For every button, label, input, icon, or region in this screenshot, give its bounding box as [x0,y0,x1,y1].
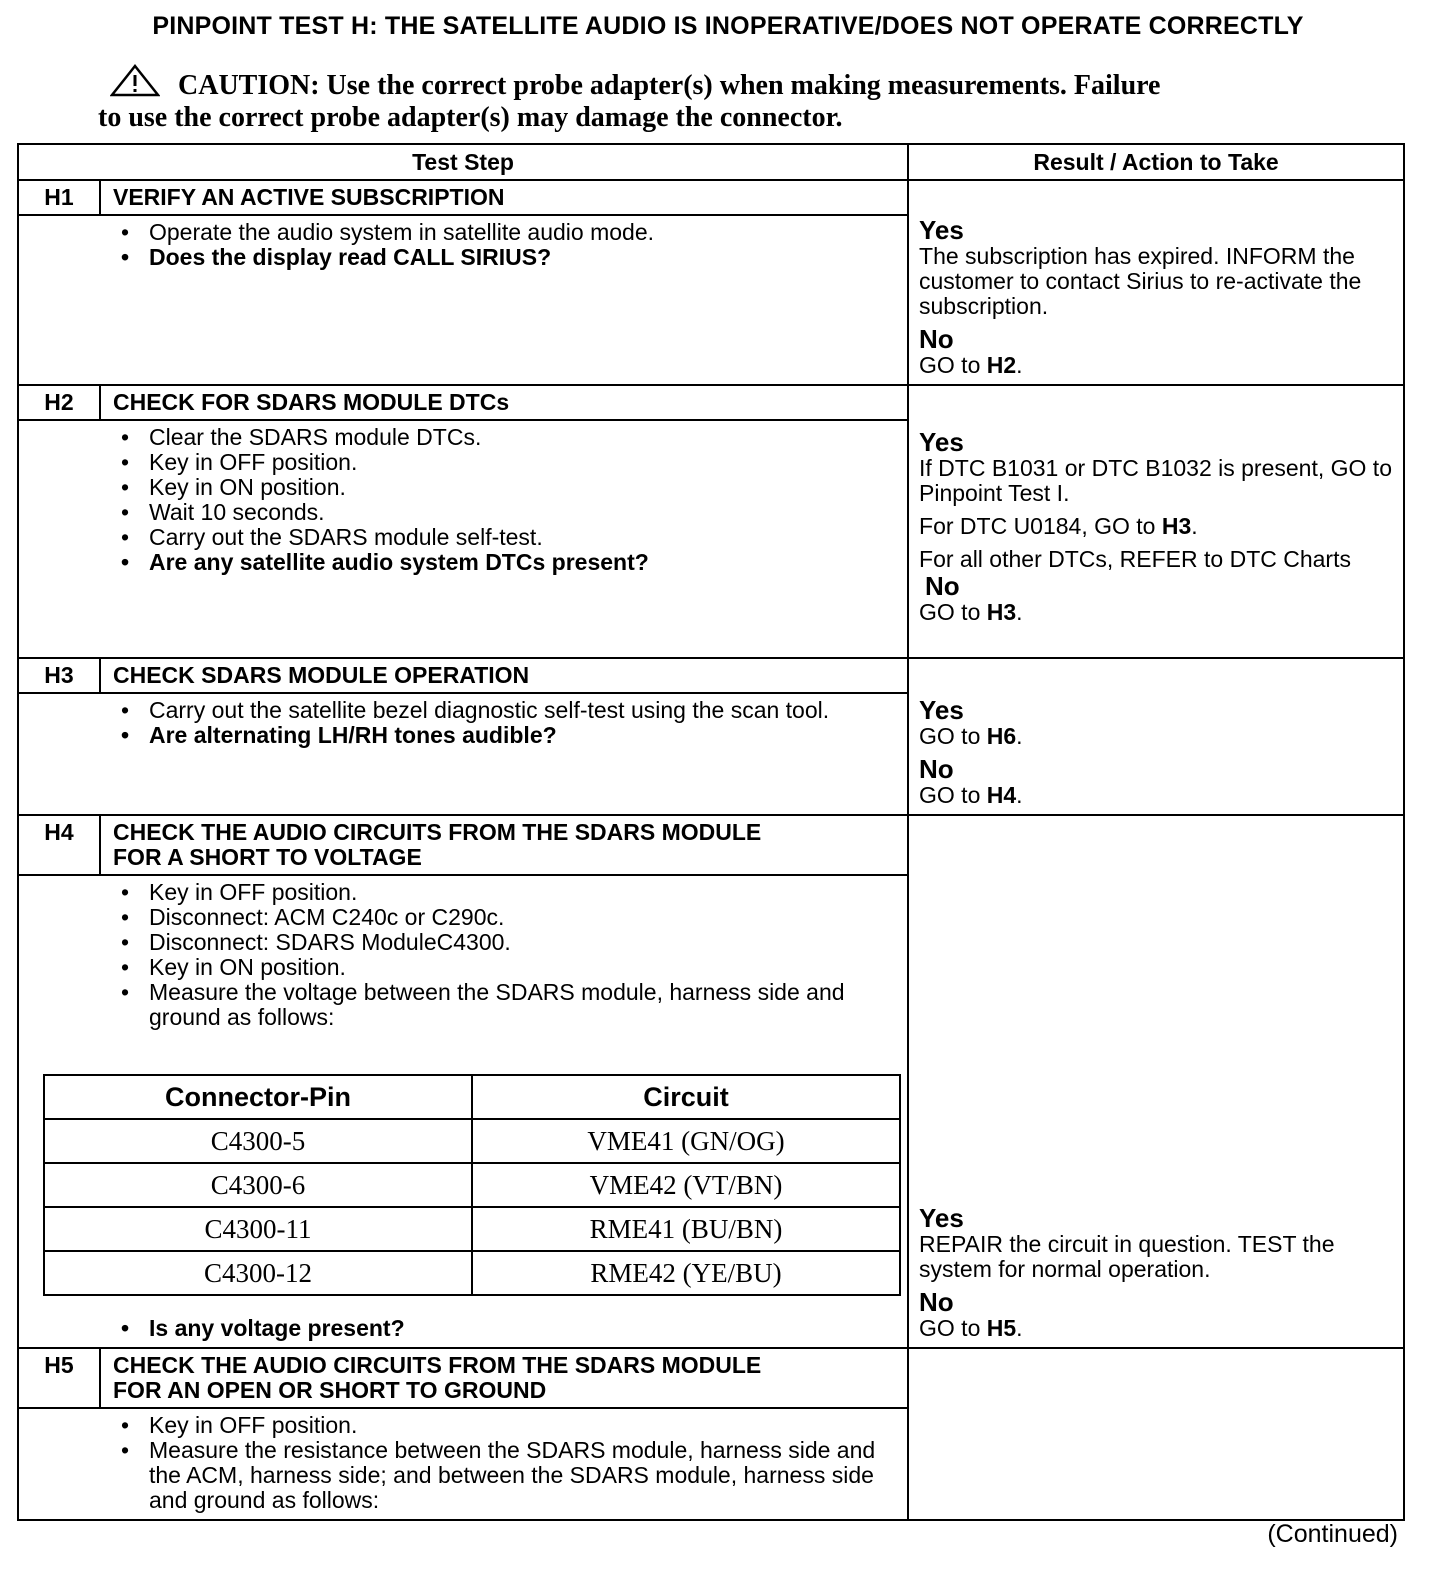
step-question: • Is any voltage present? [27,1316,897,1341]
step-heading: CHECK THE AUDIO CIRCUITS FROM THE SDARS MODULE FOR AN OPEN OR SHORT TO GROUND [100,1348,908,1408]
caution-line-2: to use the correct probe adapter(s) may damage the connector. [98,102,843,133]
pin-table-row [44,1119,900,1163]
step-bullet: • Disconnect: SDARS ModuleC4300. [27,930,897,955]
no-text: GO to H3. [919,599,1023,625]
step-body [18,215,908,385]
no-text: GO to H5. [919,1315,1023,1341]
step-bullet: • Measure the resistance between the SDARS module, harness side and the ACM, harness side; and between the SDARS module, harness side and ground as follows: [27,1438,897,1513]
continued-note: (Continued) [1267,1520,1398,1548]
step-id: H4 [18,815,100,875]
no-label: No [919,754,954,784]
step-body [18,1408,908,1520]
step-result [908,1348,1404,1520]
connector-pin-table [43,1074,901,1296]
step-question: • Are any satellite audio system DTCs present? [27,550,897,575]
step-body [18,875,908,1348]
step-id: H2 [18,385,100,420]
pin-cell: C4300-5 [44,1119,472,1163]
step-bullet: • Clear the SDARS module DTCs. [27,425,897,450]
step-body [18,420,908,658]
warning-triangle-icon [110,64,160,98]
no-text: GO to H4. [919,782,1023,808]
step-row-h5 [18,1348,1404,1408]
step-result [908,385,1404,658]
step-heading: CHECK THE AUDIO CIRCUITS FROM THE SDARS MODULE FOR A SHORT TO VOLTAGE [100,815,908,875]
yes-text-2: For DTC U0184, GO to H3. [919,513,1198,539]
header-test-step: Test Step [18,144,908,180]
caution-line-1: CAUTION: Use the correct probe adapter(s) when making measurements. Failure [178,70,1161,101]
step-bullet: • Wait 10 seconds. [27,500,897,525]
yes-label: Yes [919,1203,964,1233]
step-row-h2 [18,385,1404,420]
caution-note [98,70,1358,134]
yes-label: Yes [919,695,964,725]
pin-table-row [44,1207,900,1251]
pin-cell: C4300-6 [44,1163,472,1207]
step-question: • Are alternating LH/RH tones audible? [27,723,897,748]
pin-cell: C4300-12 [44,1251,472,1295]
step-bullet: • Carry out the SDARS module self-test. [27,525,897,550]
step-body [18,693,908,815]
pin-table-header: Connector-Pin [44,1075,472,1119]
no-label: No [919,324,954,354]
circuit-cell: RME41 (BU/BN) [472,1207,900,1251]
step-question: • Does the display read CALL SIRIUS? [27,245,897,270]
step-bullet: • Key in OFF position. [27,880,897,905]
circuit-cell: RME42 (YE/BU) [472,1251,900,1295]
step-bullet: • Key in ON position. [27,955,897,980]
step-heading: VERIFY AN ACTIVE SUBSCRIPTION [100,180,908,215]
no-label: No [925,571,960,601]
step-heading: CHECK SDARS MODULE OPERATION [100,658,908,693]
step-bullet: • Operate the audio system in satellite audio mode. [27,220,897,245]
step-result [908,180,1404,385]
pin-table-header: Circuit [472,1075,900,1119]
yes-text: GO to H6. [919,723,1023,749]
no-text: GO to H2. [919,352,1023,378]
pinpoint-test-table [17,143,1405,1521]
step-row-h1 [18,180,1404,215]
yes-text: REPAIR the circuit in question. TEST the system for normal operation. [919,1231,1335,1282]
pin-cell: C4300-11 [44,1207,472,1251]
step-result [908,658,1404,815]
step-bullet: • Disconnect: ACM C240c or C290c. [27,905,897,930]
step-bullet: • Key in OFF position. [27,1413,897,1438]
step-bullet: • Carry out the satellite bezel diagnostic self-test using the scan tool. [27,698,897,723]
step-bullet: • Key in OFF position. [27,450,897,475]
step-bullet: • Key in ON position. [27,475,897,500]
step-result [908,815,1404,1348]
step-heading: CHECK FOR SDARS MODULE DTCs [100,385,908,420]
yes-text-3: For all other DTCs, REFER to DTC Charts [919,546,1351,572]
step-row-h4 [18,815,1404,875]
circuit-cell: VME42 (VT/BN) [472,1163,900,1207]
pin-table-row [44,1163,900,1207]
step-id: H5 [18,1348,100,1408]
yes-label: Yes [919,427,964,457]
header-result: Result / Action to Take [908,144,1404,180]
circuit-cell: VME41 (GN/OG) [472,1119,900,1163]
yes-text: The subscription has expired. INFORM the customer to contact Sirius to re-activate the subscription. [919,243,1362,319]
yes-label: Yes [919,215,964,245]
step-bullet: • Measure the voltage between the SDARS module, harness side and ground as follows: [27,980,897,1030]
pin-table-row [44,1251,900,1295]
step-id: H3 [18,658,100,693]
step-id: H1 [18,180,100,215]
page-title: PINPOINT TEST H: THE SATELLITE AUDIO IS INOPERATIVE/DOES NOT OPERATE CORRECTLY [152,12,1304,40]
yes-text: If DTC B1031 or DTC B1032 is present, GO to Pinpoint Test I. [919,455,1392,506]
no-label: No [919,1287,954,1317]
step-row-h3 [18,658,1404,693]
